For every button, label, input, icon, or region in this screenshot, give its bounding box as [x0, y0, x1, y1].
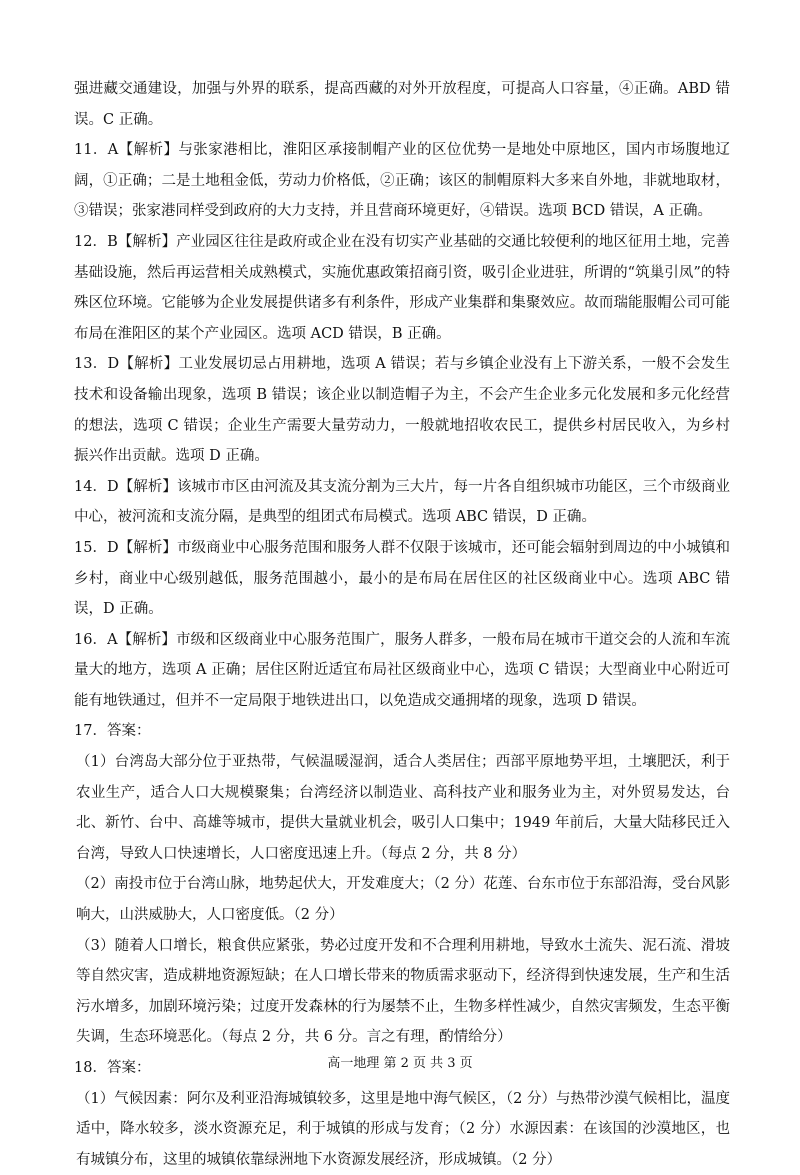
answer-12: 12．B【解析】产业园区往往是政府或企业在没有切实产业基础的交通比较便利的地区征用土地，完善基础设施，然后再运营相关成熟模式，实施优惠政策招商引资，吸引企业进驻，所谓的“筑巢引凤”的特殊区位环境。它能够为企业发展提供诸多有利条件，形成产业集群和集聚效应。故而瑞能服帽公司可能布局在淮阳区的某个产业园区。选项 ACD 错误，B 正确。	[74, 233, 730, 342]
answer-18-part-1: （1）气候因素：阿尔及利亚沿海城镇较多，这里是地中海气候区，（2 分）与热带沙漠气候相比，温度适中，降水较多，淡水资源充足，利于城镇的形成与发育；（2 分）水源因素：在该国的沙漠地区，也有城镇分布，这里的城镇依靠绿洲地下水资源发展经济，形成城镇。（2 分）	[76, 1090, 730, 1168]
answer-11: 11．A【解析】与张家港相比，淮阳区承接制帽产业的区位优势一是地处中原地区，国内市场腹地辽阔，①正确；二是土地租金低，劳动力价格低，②正确；该区的制帽原料大多来自外地，非就地取材，③错误；张家港同样受到政府的大力支持，并且营商环境更好，④错误。选项 BCD 错误，A 正确。	[74, 142, 730, 220]
page-footer: 高一地理 第 2 页 共 3 页	[327, 1056, 473, 1071]
paragraph-continuation: 强进藏交通建设，加强与外界的联系，提高西藏的对外开放程度，可提高人口容量，④正确。ABD 错误。C 正确。	[74, 81, 730, 128]
question-18-heading: 18．答案：	[74, 1060, 151, 1076]
answer-13: 13．D【解析】工业发展切忌占用耕地，选项 A 错误；若与乡镇企业没有上下游关系，一般不会发生技术和设备输出现象，选项 B 错误；该企业以制造帽子为主，不会产生企业多元化发展和多元化经营的想法，选项 C 错误；企业生产需要大量劳动力，一般就地招收农民工，提供乡村居民收入，为乡村振兴作出贡献。选项 D 正确。	[74, 356, 730, 465]
answer-14: 14．D【解析】该城市市区由河流及其支流分割为三大片，每一片各自组织城市功能区，三个市级商业中心，被河流和支流分隔，是典型的组团式布局模式。选项 ABC 错误，D 正确。	[74, 478, 730, 526]
answer-17-part-2: （2）南投市位于台湾山脉，地势起伏大，开发难度大；（2 分）花莲、台东市位于东部沿海，受台风影响大，山洪威胁大，人口密度低。（2 分）	[76, 876, 730, 924]
answer-16: 16．A【解析】市级和区级商业中心服务范围广，服务人群多，一般布局在城市干道交会的人流和车流量大的地方，选项 A 正确；居住区附近适宜布局社区级商业中心，选项 C 错误；大型商业中心附近可能有地铁通过，但并不一定局限于地铁进出口，以免造成交通拥堵的现象，选项 D 错误。	[74, 631, 730, 709]
answer-17-part-3: （3）随着人口增长，粮食供应紧张，势必过度开发和不合理利用耕地，导致水土流失、泥石流、滑坡等自然灾害，造成耕地资源短缺；在人口增长带来的物质需求驱动下，经济得到快速发展，生产和生活污水增多，加剧环境污染；过度开发森林的行为屡禁不止，生物多样性减少，自然灾害频发，生态平衡失调，生态环境恶化。（每点 2 分，共 6 分。言之有理，酌情给分）	[76, 937, 730, 1046]
answer-17-part-1: （1）台湾岛大部分位于亚热带，气候温暖湿润，适合人类居住；西部平原地势平坦，土壤肥沃，利于农业生产，适合人口大规模聚集；台湾经济以制造业、高科技产业和服务业为主，对外贸易发达，台北、新竹、台中、高雄等城市，提供大量就业机会，吸引人口集中；1949 年前后，大量大陆移民迁入台湾，导致人口快速增长，人口密度迅速上升。（每点 2 分，共 8 分）	[76, 754, 730, 862]
question-17-heading: 17．答案：	[74, 723, 151, 740]
document-body	[74, 74, 730, 1175]
answer-15: 15．D【解析】市级商业中心服务范围和服务人群不仅限于该城市，还可能会辐射到周边的中小城镇和乡村，商业中心级别越低，服务范围越小，最小的是布局在居住区的社区级商业中心。选项 ABC 错误，D 正确。	[74, 539, 730, 618]
